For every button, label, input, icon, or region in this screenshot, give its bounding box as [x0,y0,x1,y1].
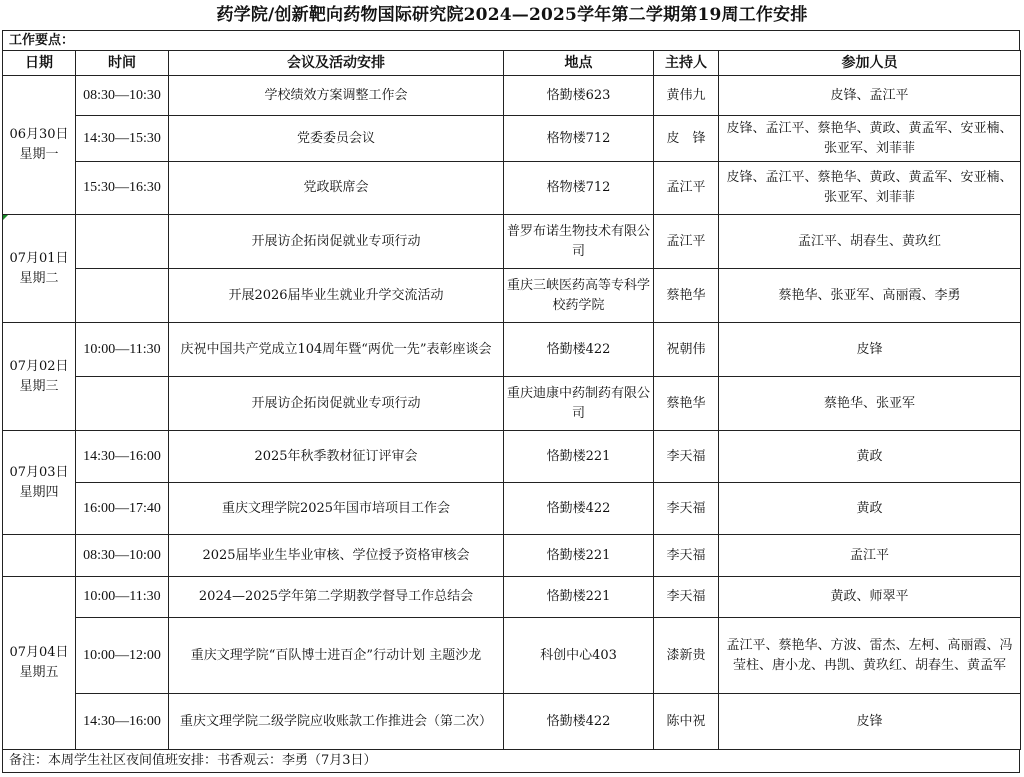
header-host: 主持人 [654,51,719,76]
row-host: 漆新贵 [654,618,719,694]
row-participants: 皮锋、孟江平 [719,76,1021,116]
row-location: 重庆三峡医药高等专科学校药学院 [504,269,654,323]
row-host: 蔡艳华 [654,269,719,323]
row-participants: 孟江平、胡春生、黄玖红 [719,215,1021,269]
row-time: 10:00—11:30 [76,577,169,618]
row-location: 重庆迪康中药制药有限公司 [504,377,654,431]
row-host: 李天福 [654,577,719,618]
header-activity: 会议及活动安排 [169,51,504,76]
header-time: 时间 [76,51,169,76]
row-host: 陈中祝 [654,694,719,750]
row-time: 10:00—11:30 [76,323,169,377]
row-activity: 党政联席会 [169,162,504,215]
day-cell-tue: 07月01日 星期二 [3,215,76,323]
day-cell-fri: 07月04日 星期五 [3,577,76,750]
row-participants: 黄政 [719,483,1021,535]
row-activity: 开展2026届毕业生就业升学交流活动 [169,269,504,323]
row-time: 10:00—12:00 [76,618,169,694]
schedule-table [2,50,1021,750]
row-location: 恪勤楼221 [504,431,654,483]
cell-comment-marker [3,215,8,220]
row-location: 恪勤楼221 [504,535,654,577]
table-row [3,618,1021,694]
row-time: 14:30—15:30 [76,116,169,162]
row-time [76,215,169,269]
table-row [3,215,1021,269]
day-cell-mon: 06月30日 星期一 [3,76,76,215]
row-host: 皮 锋 [654,116,719,162]
table-row [3,162,1021,215]
header-date: 日期 [3,51,76,76]
header-location: 地点 [504,51,654,76]
row-host: 李天福 [654,431,719,483]
row-host: 祝朝伟 [654,323,719,377]
row-participants: 孟江平 [719,535,1021,577]
row-activity: 开展访企拓岗促就业专项行动 [169,377,504,431]
row-location: 格物楼712 [504,116,654,162]
row-participants: 蔡艳华、张亚军、高丽霞、李勇 [719,269,1021,323]
row-activity: 2025年秋季教材征订评审会 [169,431,504,483]
row-location: 恪勤楼623 [504,76,654,116]
row-time [76,269,169,323]
table-row [3,116,1021,162]
row-participants: 皮锋 [719,323,1021,377]
row-time: 08:30—10:30 [76,76,169,116]
table-row [3,431,1021,483]
table-row [3,76,1021,116]
row-host: 孟江平 [654,162,719,215]
day-cell-thu: 07月03日 星期四 [3,431,76,535]
row-activity: 重庆文理学院“百队博士进百企”行动计划 主题沙龙 [169,618,504,694]
row-activity: 重庆文理学院二级学院应收账款工作推进会（第二次） [169,694,504,750]
row-time: 14:30—16:00 [76,694,169,750]
day-cell-empty [3,535,76,577]
row-activity: 庆祝中国共产党成立104周年暨“两优一先”表彰座谈会 [169,323,504,377]
row-time: 15:30—16:30 [76,162,169,215]
row-participants: 孟江平、蔡艳华、方波、雷杰、左柯、高丽霞、冯莹柱、唐小龙、冉凯、黄玖红、胡春生、黄孟军 [719,618,1021,694]
row-time [76,377,169,431]
row-activity: 开展访企拓岗促就业专项行动 [169,215,504,269]
row-participants: 黄政、师翠平 [719,577,1021,618]
table-row [3,483,1021,535]
row-activity: 学校绩效方案调整工作会 [169,76,504,116]
row-location: 普罗布诺生物技术有限公司 [504,215,654,269]
row-time: 16:00—17:40 [76,483,169,535]
day-cell-wed: 07月02日 星期三 [3,323,76,431]
row-participants: 黄政 [719,431,1021,483]
row-location: 恪勤楼422 [504,694,654,750]
row-participants: 皮锋、孟江平、蔡艳华、黄政、黄孟军、安亚楠、张亚军、刘菲菲 [719,162,1021,215]
page-title: 药学院/创新靶向药物国际研究院2024—2025学年第二学期第19周工作安排 [216,5,808,25]
table-row [3,535,1021,577]
table-row [3,577,1021,618]
row-location: 恪勤楼422 [504,483,654,535]
row-host: 李天福 [654,535,719,577]
row-activity: 2025届毕业生毕业审核、学位授予资格审核会 [169,535,504,577]
row-time: 08:30—10:00 [76,535,169,577]
row-location: 格物楼712 [504,162,654,215]
row-location: 恪勤楼422 [504,323,654,377]
row-participants: 蔡艳华、张亚军 [719,377,1021,431]
row-host: 孟江平 [654,215,719,269]
footer-note: 备注：本周学生社区夜间值班安排：书香观云：李勇（7月3日） [2,750,1020,773]
table-row [3,269,1021,323]
row-location: 科创中心403 [504,618,654,694]
row-activity: 党委委员会议 [169,116,504,162]
row-participants: 皮锋 [719,694,1021,750]
table-row [3,694,1021,750]
work-keypoints-label: 工作要点： [2,30,1020,50]
row-host: 李天福 [654,483,719,535]
row-time: 14:30—16:00 [76,431,169,483]
header-participants: 参加人员 [719,51,1021,76]
table-row [3,323,1021,377]
row-host: 黄伟九 [654,76,719,116]
row-location: 恪勤楼221 [504,577,654,618]
row-activity: 重庆文理学院2025年国市培项目工作会 [169,483,504,535]
row-activity: 2024—2025学年第二学期教学督导工作总结会 [169,577,504,618]
header-row [3,51,1021,76]
row-participants: 皮锋、孟江平、蔡艳华、黄政、黄孟军、安亚楠、张亚军、刘菲菲 [719,116,1021,162]
table-row [3,377,1021,431]
row-host: 蔡艳华 [654,377,719,431]
